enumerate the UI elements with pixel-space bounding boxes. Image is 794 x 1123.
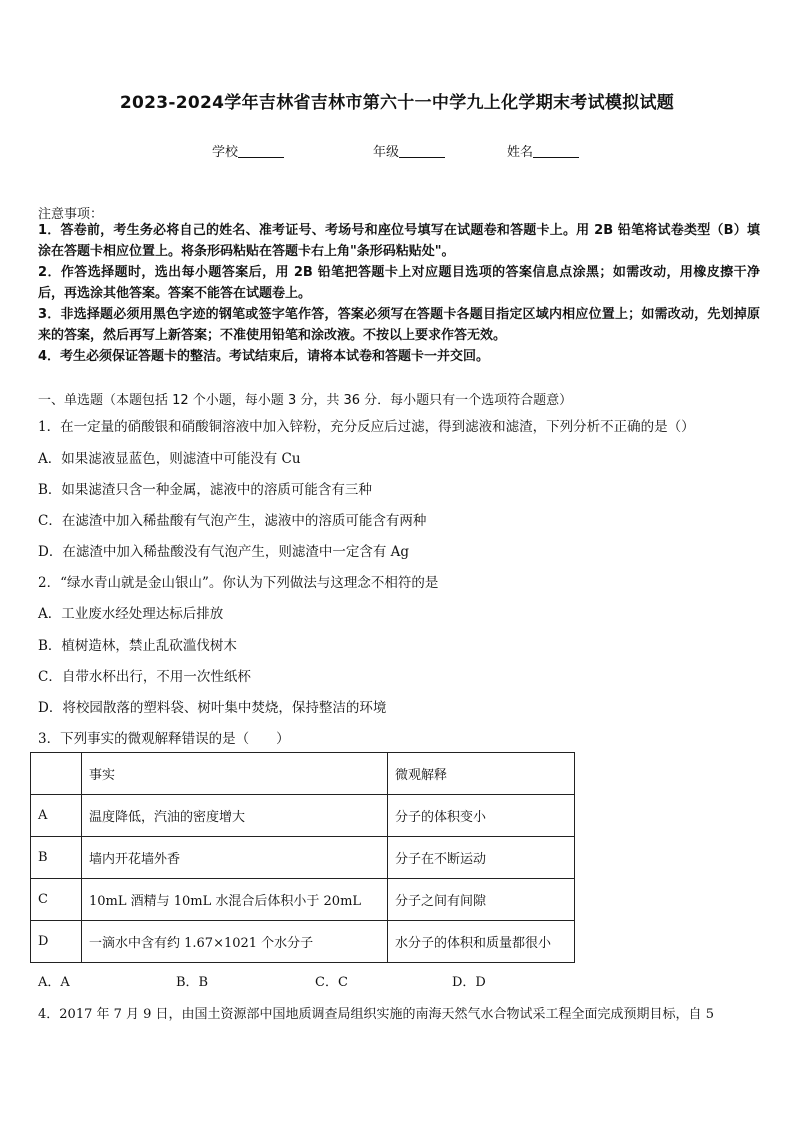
section-heading: 一、单选题（本题包括 12 个小题，每小题 3 分，共 36 分．每小题只有一个选项符合题意） (38, 393, 573, 408)
school-field (212, 141, 284, 160)
question-2-option-a: A．工业废水经处理达标后排放 (38, 606, 224, 622)
note-item: 1．答卷前，考生务必将自己的姓名、准考证号、考场号和座位号填写在试题卷和答题卡上。用 2B 铅笔将试卷类型（B）填涂在答题卡相应位置上。将条形码粘贴在答题卡右上角"条形码粘贴处"。 (38, 223, 760, 259)
note-item: 4．考生必须保证答题卡的整洁。考试结束后，请将本试卷和答题卡一并交回。 (38, 349, 490, 364)
table-cell: D (31, 921, 82, 963)
question-2-stem: 2．“绿水青山就是金山银山”。你认为下列做法与这理念不相符的是 (38, 575, 439, 591)
table-cell: A (31, 795, 82, 837)
table-cell: 分子之间有间隙 (388, 879, 575, 921)
notes-heading: 注意事项： (38, 207, 104, 222)
grade-blank (399, 145, 445, 158)
table-cell: 10mL 酒精与 10mL 水混合后体积小于 20mL (82, 879, 388, 921)
table-row (31, 795, 575, 837)
table-cell: 分子在不断运动 (388, 837, 575, 879)
table-cell: 一滴水中含有约 1.67×1021 个水分子 (82, 921, 388, 963)
question-1-option-d: D．在滤渣中加入稀盐酸没有气泡产生，则滤渣中一定含有 Ag (38, 544, 410, 560)
table-header-cell: 事实 (82, 753, 388, 795)
table-cell: 墙内开花墙外香 (82, 837, 388, 879)
question-3-answer-b: B．B (176, 975, 209, 990)
school-blank (238, 145, 284, 158)
table-row (31, 921, 575, 963)
question-1-option-a: A．如果滤液显蓝色，则滤渣中可能没有 Cu (38, 451, 301, 467)
name-blank (533, 145, 579, 158)
name-label: 姓名 (507, 145, 534, 160)
note-item: 2．作答选择题时，选出每小题答案后，用 2B 铅笔把答题卡上对应题目选项的答案信息点涂黑；如需改动，用橡皮擦干净后，再选涂其他答案。答案不能答在试题卷上。 (38, 265, 760, 301)
table-cell: C (31, 879, 82, 921)
question-1-option-b: B．如果滤渣只含一种金属，滤液中的溶质可能含有三种 (38, 482, 372, 498)
table-header-cell: 微观解释 (388, 753, 575, 795)
facts-table (30, 752, 575, 963)
question-4-stem: 4．2017 年 7 月 9 日，由国土资源部中国地质调查局组织实施的南海天然气水合物试采工程全面完成预期目标，自 5 (38, 1007, 714, 1022)
grade-field (373, 141, 445, 160)
question-2-option-c: C．自带水杯出行，不用一次性纸杯 (38, 669, 251, 685)
question-3-answer-a: A．A (38, 975, 70, 990)
table-cell: 分子的体积变小 (388, 795, 575, 837)
table-header-cell (31, 753, 82, 795)
question-2-option-d: D．将校园散落的塑料袋、树叶集中焚烧，保持整洁的环境 (38, 700, 387, 716)
question-2-option-b: B．植树造林，禁止乱砍滥伐树木 (38, 638, 237, 654)
table-row (31, 837, 575, 879)
school-label: 学校 (212, 145, 239, 160)
name-field (507, 141, 579, 160)
question-3-answer-d: D．D (452, 975, 486, 990)
question-1-option-c: C．在滤渣中加入稀盐酸有气泡产生，滤液中的溶质可能含有两种 (38, 513, 427, 529)
question-3-answer-c: C．C (315, 975, 348, 990)
table-cell: B (31, 837, 82, 879)
question-1-stem: 1．在一定量的硝酸银和硝酸铜溶液中加入锌粉，充分反应后过滤，得到滤液和滤渣，下列分析不正确的是（） (38, 419, 695, 435)
note-item: 3．非选择题必须用黑色字迹的钢笔或签字笔作答，答案必须写在答题卡各题目指定区域内相应位置上；如需改动，先划掉原来的答案，然后再写上新答案；不准使用铅笔和涂改液。不按以上要求作答无效。 (38, 307, 760, 343)
table-header-row (31, 753, 575, 795)
page-title: 2023-2024学年吉林省吉林市第六十一中学九上化学期末考试模拟试题 (119, 93, 675, 113)
table-cell: 水分子的体积和质量都很小 (388, 921, 575, 963)
table-cell: 温度降低，汽油的密度增大 (82, 795, 388, 837)
grade-label: 年级 (373, 145, 400, 160)
question-3-stem: 3．下列事实的微观解释错误的是（ ） (38, 731, 290, 747)
table-row (31, 879, 575, 921)
